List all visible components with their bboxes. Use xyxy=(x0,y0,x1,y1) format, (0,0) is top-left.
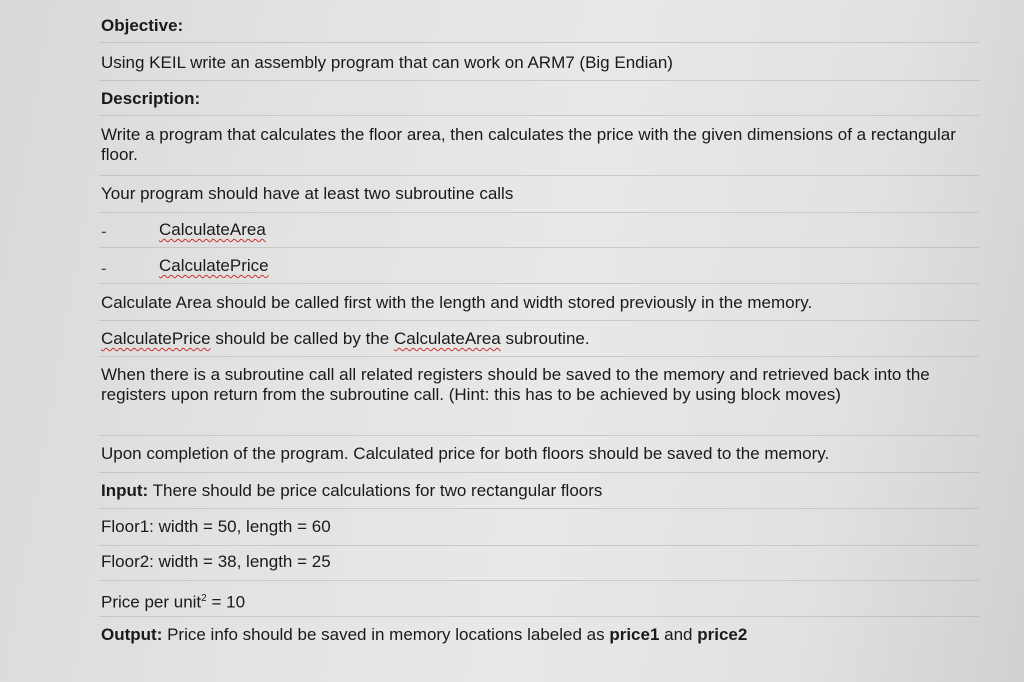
divider xyxy=(99,42,979,43)
price-unit-value: = 10 xyxy=(206,592,246,612)
floor1-spec: Floor1: width = 50, length = 60 xyxy=(101,517,331,536)
divider xyxy=(99,320,979,321)
divider xyxy=(99,508,979,509)
bullet-marker: - xyxy=(101,259,107,278)
price1-label: price1 xyxy=(609,625,660,644)
subroutine-name: CalculatePrice xyxy=(159,256,269,275)
divider xyxy=(99,283,979,284)
price-call-middle: should be called by the xyxy=(210,329,394,348)
divider xyxy=(99,472,979,473)
price-call-text xyxy=(101,329,590,349)
divider xyxy=(99,175,979,176)
price-unit-superscript: 2 xyxy=(201,593,207,604)
output-text: Price info should be saved in memory locations labeled as xyxy=(162,625,610,644)
divider xyxy=(99,616,979,617)
description-text: Write a program that calculates the floor area, then calculates the price with the given dimensions of a rectangular floor. xyxy=(101,125,956,164)
objective-text: Using KEIL write an assembly program that can work on ARM7 (Big Endian) xyxy=(101,53,673,72)
price-per-unit xyxy=(101,589,245,613)
divider xyxy=(99,212,979,213)
divider xyxy=(99,80,979,81)
price-unit-text: Price per unit xyxy=(101,592,202,612)
output-label: Output: xyxy=(101,625,163,644)
bullet-marker: - xyxy=(101,222,107,241)
input-label: Input: xyxy=(101,481,149,500)
completion-text: Upon completion of the program. Calculated price for both floors should be saved to the memory. xyxy=(101,444,830,463)
subroutine-name: CalculateArea xyxy=(159,220,266,239)
area-call-text: Calculate Area should be called first with the length and width stored previously in the memory. xyxy=(101,293,813,312)
price2-label: price2 xyxy=(697,625,748,644)
divider xyxy=(99,580,979,581)
subroutine-name: CalculatePrice xyxy=(101,329,211,348)
output-line xyxy=(101,625,747,645)
divider xyxy=(99,247,979,248)
divider xyxy=(99,435,979,436)
register-text: When there is a subroutine call all related registers should be saved to the memory and retrieved back into the registers upon return from the subroutine call. (Hint: this has to be achieved by using block moves) xyxy=(101,365,930,404)
input-text: There should be price calculations for two rectangular floors xyxy=(148,481,603,500)
output-and: and xyxy=(659,625,698,644)
subroutine-intro: Your program should have at least two subroutine calls xyxy=(101,184,514,203)
description-heading: Description: xyxy=(101,89,201,108)
input-line xyxy=(101,481,602,501)
divider xyxy=(99,545,979,546)
subroutine-name: CalculateArea xyxy=(393,329,501,348)
objective-heading: Objective: xyxy=(101,16,184,35)
divider xyxy=(99,356,979,357)
price-call-end: subroutine. xyxy=(500,329,590,348)
divider xyxy=(99,115,979,116)
floor2-spec: Floor2: width = 38, length = 25 xyxy=(101,552,331,571)
